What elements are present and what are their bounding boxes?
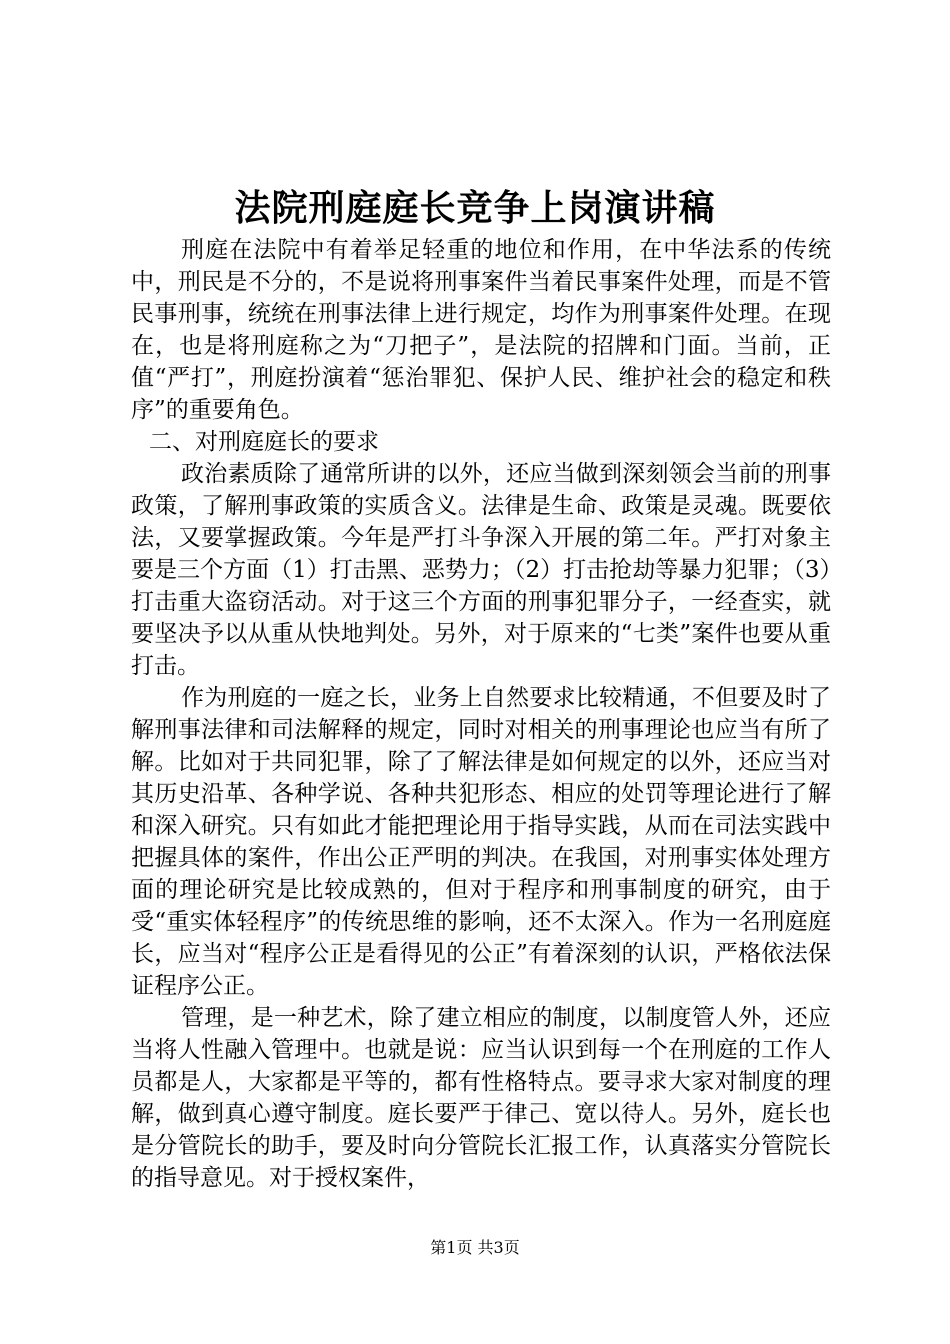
section-heading: 二、对刑庭庭长的要求: [149, 429, 379, 455]
document-body: [131, 234, 831, 1194]
paragraph-intro: 刑庭在法院中有着举足轻重的地位和作用，在中华法系的传统中，刑民是不分的，不是说将刑事案件当着民事案件处理，而是不管民事刑事，统统在刑事法律上进行规定，均作为刑事案件处理。在现在，也是将刑庭称之为“刀把子”，是法院的招牌和门面。当前，正值“严打”，刑庭扮演着“惩治罪犯、保护人民、维护社会的稳定和秩序”的重要角色。: [131, 237, 831, 423]
page-footer: 第1页 共3页: [430, 1238, 520, 1257]
paragraph-political: 政治素质除了通常所讲的以外，还应当做到深刻领会当前的刑事政策，了解刑事政策的实质含义。法律是生命、政策是灵魂。既要依法，又要掌握政策。今年是严打斗争深入开展的第二年。严打对象主要是三个方面（1）打击黑、恶势力；（2）打击抢劫等暴力犯罪；（3）打击重大盗窃活动。对于这三个方面的刑事犯罪分子，一经查实，就要坚决予以从重从快地判处。另外，对于原来的“七类”案件也要从重打击。: [131, 461, 831, 679]
document-title: 法院刑庭庭长竞争上岗演讲稿: [234, 187, 716, 229]
paragraph-management: 管理，是一种艺术，除了建立相应的制度，以制度管人外，还应当将人性融入管理中。也就是说：应当认识到每一个在刑庭的工作人员都是人，大家都是平等的，都有性格特点。要寻求大家对制度的理解，做到真心遵守制度。庭长要严于律己、宽以待人。另外，庭长也是分管院长的助手，要及时向分管院长汇报工作，认真落实分管院长的指导意见。对于授权案件，: [131, 1005, 831, 1191]
paragraph-professional: 作为刑庭的一庭之长，业务上自然要求比较精通，不但要及时了解刑事法律和司法解释的规定，同时对相关的刑事理论也应当有所了解。比如对于共同犯罪，除了了解法律是如何规定的以外，还应当对其历史沿革、各种学说、各种共犯形态、相应的处罚等理论进行了解和深入研究。只有如此才能把理论用于指导实践，从而在司法实践中把握具体的案件，作出公正严明的判决。在我国，对刑事实体处理方面的理论研究是比较成熟的，但对于程序和刑事制度的研究，由于受“重实体轻程序”的传统思维的影响，还不太深入。作为一名刑庭庭长，应当对“程序公正是看得见的公正”有着深刻的认识，严格依法保证程序公正。: [131, 685, 831, 999]
